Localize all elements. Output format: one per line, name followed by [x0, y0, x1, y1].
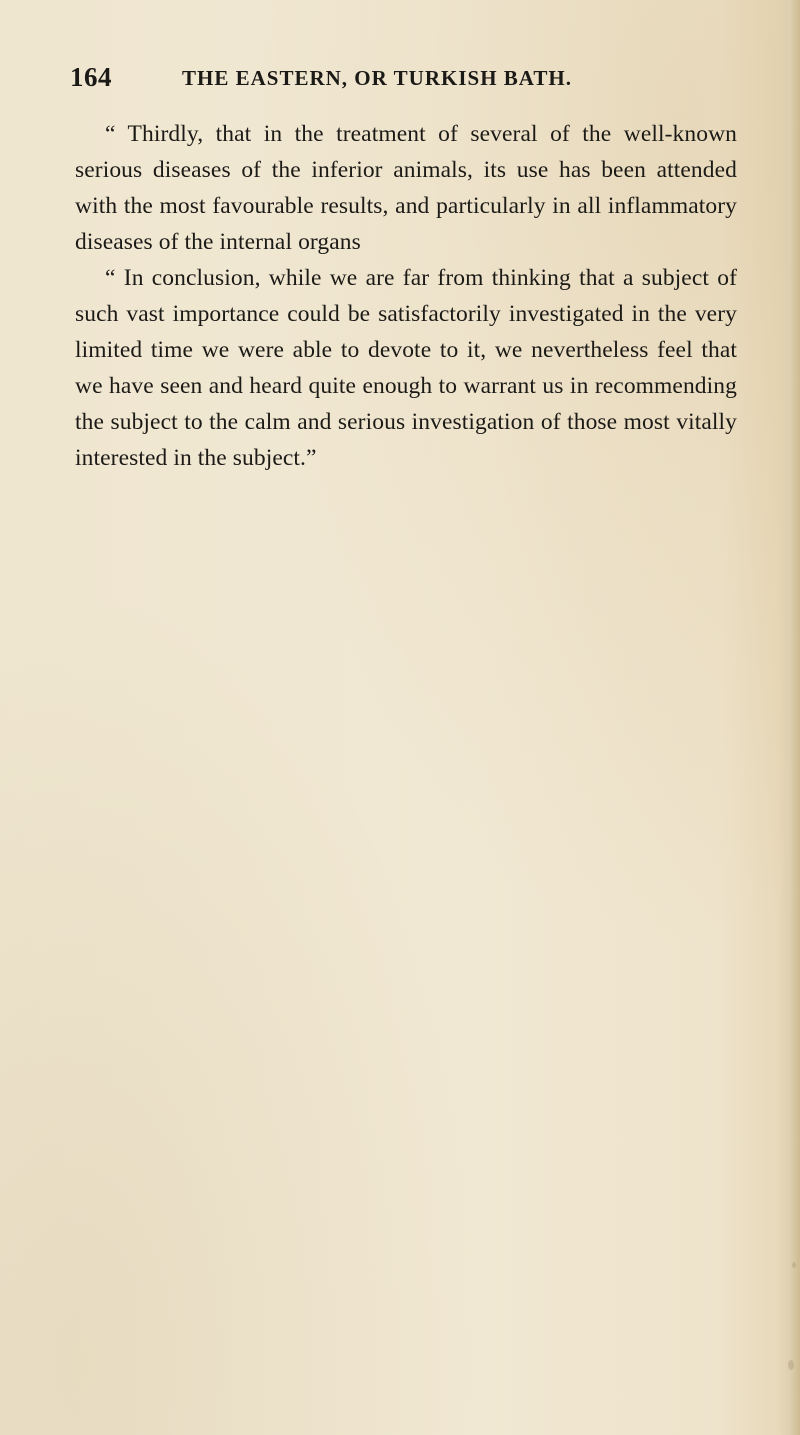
paper-speck	[792, 1262, 796, 1268]
paragraph-thirdly: “ Thirdly, that in the treatment of several of the well-known serious diseases of the inferior animals, its use has been attended with the most favourable results, and particularly in all inflammatory diseases of the internal organs	[75, 121, 737, 255]
running-head	[70, 62, 760, 96]
page-edge-shadow	[778, 0, 800, 1435]
running-title: THE EASTERN, OR TURKISH BATH.	[182, 66, 572, 90]
body-text	[75, 116, 737, 476]
paragraph-conclusion: “ In conclusion, while we are far from thinking that a subject of such vast importance could be satisfactorily investigated in the very limited time we were able to devote to it, we nevertheless feel that we have seen and heard quite enough to warrant us in recommending the subject to the calm and serious investigation of those most vitally interested in the subject.”	[75, 265, 737, 471]
paper-speck	[788, 1360, 794, 1370]
page-number: 164	[70, 62, 112, 92]
